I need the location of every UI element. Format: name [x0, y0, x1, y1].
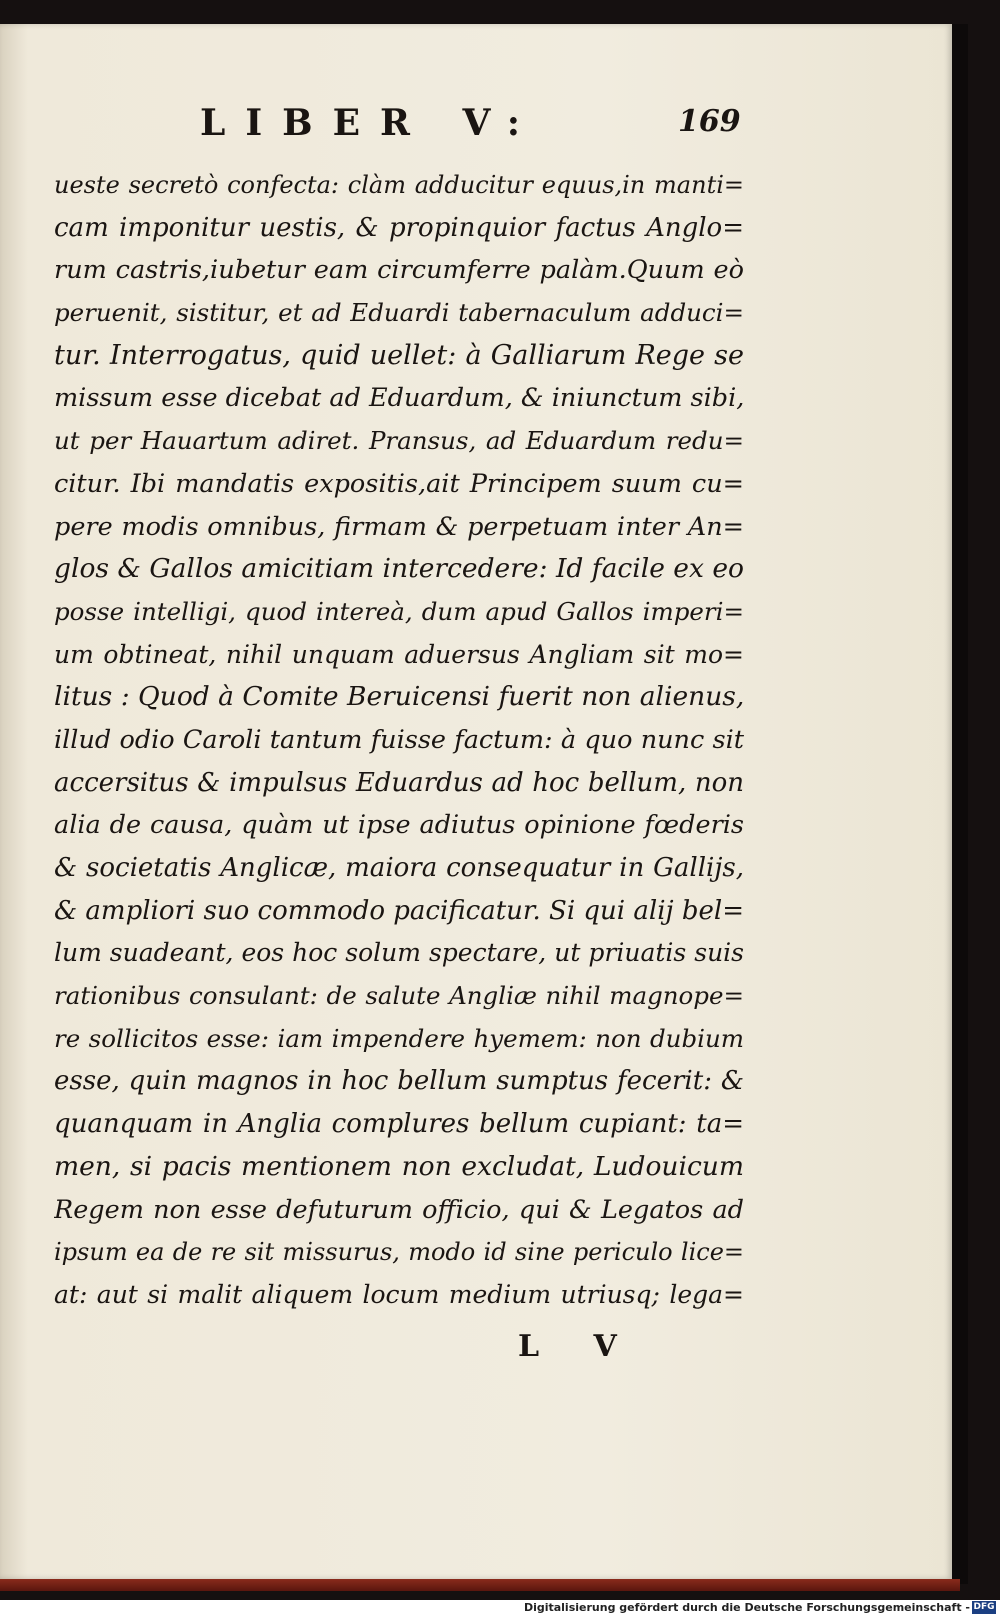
- text-line: alia de causa, quàm ut ipse adiutus opinione fœderis: [54, 810, 744, 841]
- text-line: accersitus & impulsus Eduardus ad hoc bellum, non: [54, 767, 744, 798]
- text-line: peruenit, sistitur, et ad Eduardi tabernaculum adduci=: [54, 298, 744, 328]
- text-line: pere modis omnibus, firmam & perpetuam inter An=: [54, 511, 744, 542]
- book-page: [0, 24, 952, 1579]
- running-head: LIBER V:: [200, 102, 541, 144]
- page-number: 169: [678, 104, 741, 139]
- text-line: glos & Gallos amicitiam intercedere: Id facile ex eo: [54, 553, 744, 585]
- text-line: at: aut si malit aliquem locum medium utriusq; lega=: [54, 1279, 744, 1309]
- text-line: litus : Quod à Comite Beruicensi fuerit non alienus,: [54, 681, 744, 713]
- page-bottom-edge: [0, 1579, 960, 1591]
- text-line: ipsum ea de re sit missurus, modo id sine periculo lice=: [54, 1238, 744, 1267]
- text-line: tur. Interrogatus, quid uellet: à Galliarum Rege se: [54, 339, 744, 371]
- text-line: rationibus consulant: de salute Angliæ nihil magnope=: [54, 981, 744, 1011]
- dfg-logo: DFG: [973, 1602, 995, 1612]
- text-line: quanquam in Anglia complures bellum cupiant: ta=: [54, 1109, 744, 1140]
- catchword: L V: [518, 1329, 639, 1364]
- text-line: illud odio Caroli tantum fuisse factum: à quo nunc sit: [54, 724, 744, 755]
- text-line: men, si pacis mentionem non excludat, Ludouicum: [54, 1150, 744, 1182]
- digitization-credit: Digitalisierung gefördert durch die Deutsche Forschungsgemeinschaft -: [523, 1601, 970, 1614]
- text-line: lum suadeant, eos hoc solum spectare, ut priuatis suis: [54, 938, 744, 968]
- text-line: re sollicitos esse: iam impendere hyemem: non dubium: [54, 1023, 744, 1053]
- text-line: ut per Hauartum adiret. Pransus, ad Eduardum redu=: [54, 426, 744, 456]
- text-line: um obtineat, nihil unquam aduersus Angliam sit mo=: [54, 639, 744, 669]
- body-text: [54, 164, 744, 1317]
- text-line: esse, quin magnos in hoc bellum sumptus fecerit: &: [54, 1066, 744, 1097]
- text-line: missum esse dicebat ad Eduardum, & iniunctum sibi,: [54, 383, 744, 414]
- text-line: rum castris,iubetur eam circumferre palàm.Quum eò: [54, 255, 744, 286]
- text-line: Regem non esse defuturum officio, qui & Legatos ad: [54, 1194, 744, 1225]
- page-edge-shadow: [952, 24, 968, 1584]
- text-line: citur. Ibi mandatis expositis,ait Principem suum cu=: [54, 468, 744, 499]
- page-header: [0, 102, 952, 152]
- text-line: posse intelligi, quod intereà, dum apud Gallos imperi=: [54, 596, 744, 626]
- text-line: & ampliori suo commodo pacificatur. Si qui alij bel=: [54, 895, 744, 926]
- text-line: & societatis Anglicæ, maiora consequatur in Gallijs,: [54, 853, 744, 883]
- text-line: cam imponitur uestis, & propinquior factus Anglo=: [54, 212, 744, 243]
- text-line: ueste secretò confecta: clàm adducitur equus,in manti=: [54, 171, 744, 199]
